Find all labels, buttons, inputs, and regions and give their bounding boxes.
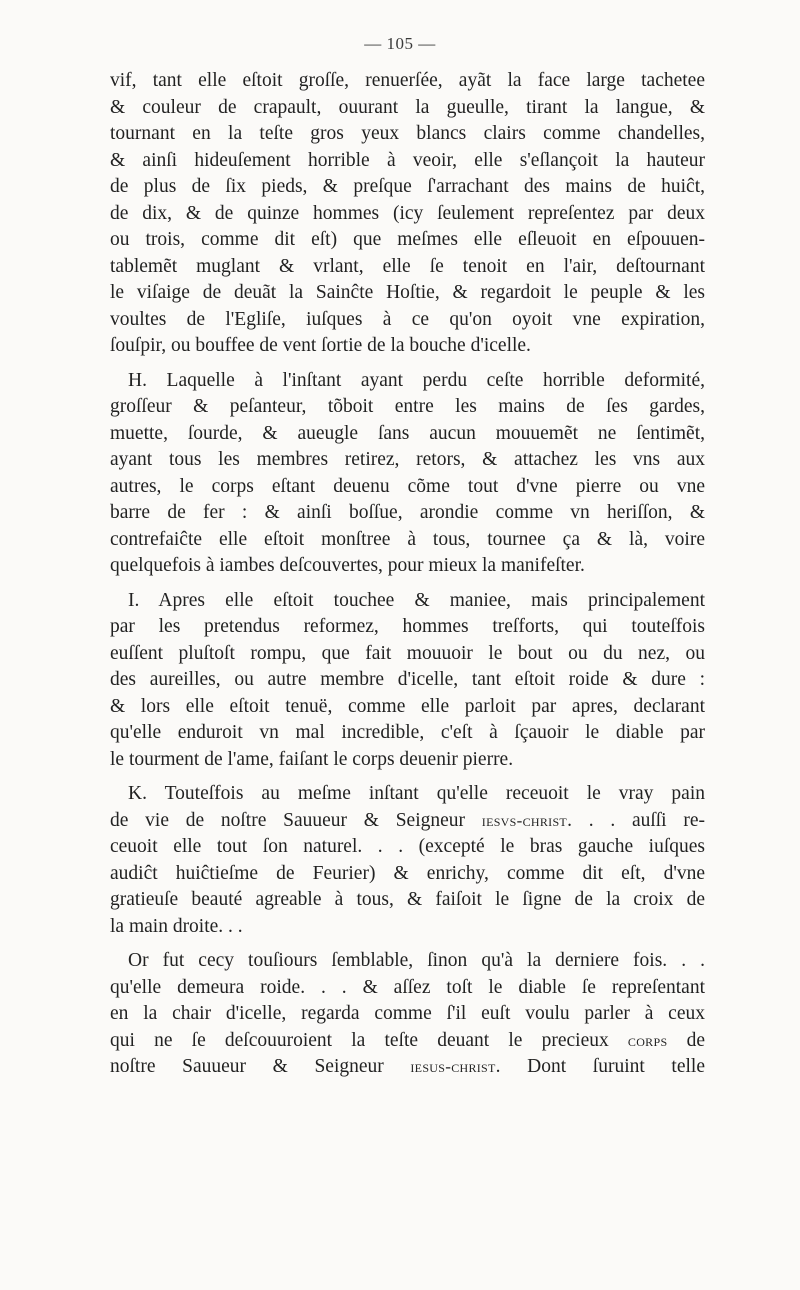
small-caps-name: iesus-christ bbox=[410, 1057, 496, 1076]
text-line: & ainſi hideuſement horrible à veoir, elle s'eſlançoit la hauteur bbox=[110, 149, 705, 171]
text-line: I. Apres elle eſtoit touchee & maniee, mais principalement bbox=[128, 589, 705, 611]
text-line: voultes de l'Egliſe, iuſques à ce qu'on oyoit vne expiration, bbox=[110, 308, 705, 330]
text-line: contrefaiĉte elle eſtoit monſtree à tous, tournee ça & là, voire bbox=[110, 528, 705, 550]
text-line: le tourment de l'ame, faiſant le corps deuenir pierre. bbox=[110, 748, 514, 770]
page-number: — 105 — bbox=[364, 34, 436, 53]
text-line: de dix, & de quinze hommes (icy ſeulement repreſentez par deux bbox=[110, 202, 705, 224]
text-line: Or fut cecy touſiours ſemblable, ſinon qu'à la derniere fois. . . bbox=[128, 950, 705, 971]
small-caps-name: iesvs-christ bbox=[481, 810, 568, 830]
text-line: audiĉt huiĉtieſme de Feurier) & enrichy, comme dit eſt, d'vne bbox=[110, 862, 705, 884]
text-line: barre de fer : & ainſi boſſue, arondie comme vn heriſſon, & bbox=[110, 502, 705, 523]
text-line: qu'elle demeura roide. . . & aſſez toſt le diable ſe repreſentant bbox=[110, 976, 705, 998]
text-line: & couleur de crapault, ouurant la gueulle, tirant la langue, & bbox=[110, 96, 705, 118]
text-line: tournant en la teſte gros yeux blancs clairs comme chandelles, bbox=[110, 123, 705, 144]
text-line: & lors elle eſtoit tenuë, comme elle parloit par apres, declarant bbox=[110, 695, 705, 717]
text-line: autres, le corps eſtant deuenu cõme tout d'vne pierre ou vne bbox=[110, 475, 705, 497]
paragraph-2 bbox=[110, 368, 705, 580]
text-line: noſtre Sauueur & Seigneur iesus-christ. Dont ſuruint telle bbox=[110, 1056, 705, 1077]
text-line: quelquefois à iambes deſcouvertes, pour mieux la manifeſter. bbox=[110, 555, 585, 576]
text-line: ſouſpir, ou bouffee de vent ſortie de la bouche d'icelle. bbox=[110, 335, 531, 356]
text-line: K. Touteſfois au meſme inſtant qu'elle receuoit le vray pain bbox=[128, 783, 705, 804]
paragraph-5 bbox=[110, 948, 705, 1081]
text-line: en la chair d'icelle, regarda comme ſ'il euſt voulu parler à ceux bbox=[110, 1003, 705, 1024]
text-line: groſſeur & peſanteur, tõboit entre les mains de ſes gardes, bbox=[110, 396, 705, 417]
body-text bbox=[110, 68, 705, 1089]
text-line: la main droite. . . bbox=[110, 915, 243, 937]
text-line: de plus de ſix pieds, & preſque ſ'arrachant des mains de huiĉt, bbox=[110, 176, 705, 197]
text-line: de vie de noſtre Sauueur & Seigneur iesvs-christ. . . auſſi re- bbox=[110, 809, 705, 831]
text-line: ou trois, comme dit eſt) que meſmes elle eſleuoit en eſpouuen- bbox=[110, 229, 705, 250]
text-line: ceuoit elle tout ſon naturel. . . (excepté le bras gauche iuſques bbox=[110, 836, 705, 857]
text-line: tablemẽt muglant & vrlant, elle ſe tenoit en l'air, deſtournant bbox=[110, 255, 705, 277]
small-caps-name: corps bbox=[627, 1030, 668, 1050]
text-line: muette, ſourde, & aueugle ſans aucun mouuemẽt ne ſentimẽt, bbox=[110, 422, 705, 444]
text-line: H. Laquelle à l'inſtant ayant perdu ceſte horrible deformité, bbox=[128, 369, 705, 391]
paragraph-1 bbox=[110, 68, 705, 360]
text-line: euſſent pluſtoſt rompu, que fait mouuoir le bout ou du nez, ou bbox=[110, 642, 705, 664]
text-line: qu'elle enduroit vn mal incredible, c'eſt à ſçauoir le diable par bbox=[110, 722, 705, 743]
text-line: ayant tous les membres retirez, retors, & attachez les vns aux bbox=[110, 449, 705, 470]
text-line: le viſaige de deuãt la Sainĉte Hoſtie, & regardoit le peuple & les bbox=[110, 282, 705, 303]
text-line: des aureilles, ou autre membre d'icelle, tant eſtoit roide & dure : bbox=[110, 669, 705, 690]
text-line: qui ne ſe deſcouuroient la teſte deuant le precieux corps de bbox=[110, 1029, 705, 1051]
text-line: vif, tant elle eſtoit groſſe, renuerſée, ayãt la face large tachetee bbox=[110, 70, 705, 91]
text-line: par les pretendus reformez, hommes treſforts, qui touteſfois bbox=[110, 616, 705, 637]
paragraph-4 bbox=[110, 781, 705, 940]
paragraph-3 bbox=[110, 588, 705, 774]
text-line: gratieuſe beauté agreable à tous, & faiſoit le ſigne de la croix de bbox=[110, 889, 705, 910]
